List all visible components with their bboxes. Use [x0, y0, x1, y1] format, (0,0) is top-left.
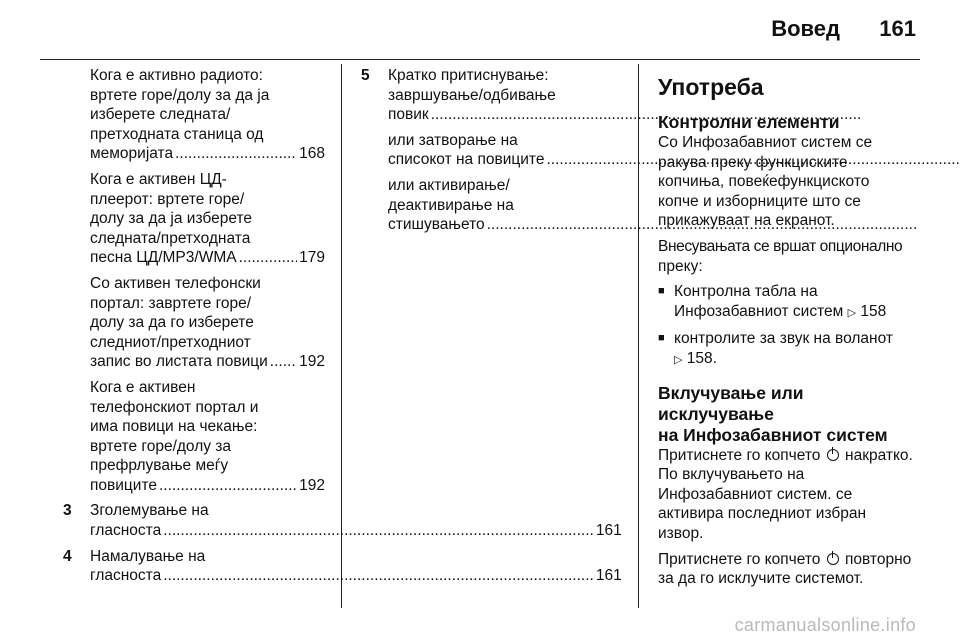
text-line: накратко.: [845, 446, 913, 464]
text-line: или активирање/: [388, 176, 510, 194]
subsection-heading: [658, 383, 924, 446]
item-number: 4: [63, 547, 72, 565]
column-2: [361, 66, 623, 247]
text-line: Зголемување на: [90, 502, 209, 520]
text-line: портал: завртете горе/: [90, 294, 252, 312]
dot-leader: [159, 476, 297, 496]
heading-line: на Инфозабавниот систем: [658, 424, 888, 445]
toc-text: запис во листата повици: [90, 353, 268, 371]
page-ref: 168: [299, 145, 325, 163]
dot-leader: [163, 566, 594, 586]
text-line: Кога е активен ЦД-: [90, 170, 227, 188]
page-ref: 161: [595, 567, 622, 585]
text-line: контролите за звук на воланот: [674, 330, 893, 348]
text-line: долу за да го изберете: [90, 314, 254, 332]
text-line: Контролна табла на: [674, 283, 818, 301]
text-line: извор.: [658, 524, 704, 542]
page-ref: 192: [299, 353, 325, 371]
toc-entry: [90, 144, 325, 164]
toc-entry: [90, 352, 325, 372]
text-line: или затворање на: [388, 131, 518, 149]
text-line: претходната станица од: [90, 125, 264, 143]
page-ref: 192: [299, 476, 325, 494]
text-line: Со активен телефонски: [90, 274, 261, 292]
text-line: изберете следната/: [90, 106, 231, 124]
header-divider: [40, 59, 920, 60]
page-ref: 158.: [686, 349, 717, 367]
numbered-item: [63, 547, 622, 586]
text-line: Инфозабавниот систем: [674, 302, 844, 320]
toc-block: [90, 66, 325, 164]
text-line: вртете горе/долу за: [90, 437, 232, 455]
text-line: преку:: [658, 257, 703, 275]
toc-entry: [90, 248, 325, 268]
toc-text: повик: [388, 106, 429, 124]
page-ref: 179: [299, 249, 325, 267]
text-line: следната/претходната: [90, 229, 251, 247]
dot-leader: [163, 521, 594, 541]
bullet-square-icon: ■: [658, 332, 665, 345]
text-line: има повици на чекање:: [90, 418, 258, 436]
toc-text: песна ЦД/MP3/WMA: [90, 249, 237, 267]
toc-block: [90, 170, 325, 268]
text-line: Намалување на: [90, 547, 206, 565]
text-line: телефонскиот портал и: [90, 398, 259, 416]
page-ref: 158: [860, 302, 887, 320]
toc-entry: [90, 521, 622, 541]
toc-entry: [90, 476, 325, 496]
paragraph: [658, 133, 924, 231]
paragraph: [658, 550, 924, 589]
page-arrow-icon: ▷: [674, 353, 683, 366]
page-ref: 161: [595, 522, 622, 540]
subsection-heading: Контролни елементи: [658, 112, 840, 132]
dot-leader: [239, 248, 298, 268]
page-number: 161: [879, 16, 916, 41]
text-line: повторно: [845, 550, 912, 568]
text-line: за да го исклучите системот.: [658, 570, 864, 588]
paragraph: [658, 446, 924, 544]
item-number: 5: [361, 67, 370, 84]
numbered-item: [63, 501, 622, 540]
bullet-item: [658, 282, 924, 323]
text-line: копче и изборниците што се: [658, 192, 861, 210]
text-line: копчиња, повеќефункциското: [658, 173, 870, 191]
text-line: Кратко притиснување:: [388, 67, 549, 84]
page-arrow-icon: ▷: [847, 306, 857, 319]
toc-text: меморијата: [90, 145, 174, 163]
text-line: Притиснете го копчето: [658, 550, 821, 568]
numbered-item: [361, 66, 623, 241]
dot-leader: [270, 352, 297, 372]
heading-line: Вклучување или исклучување: [658, 382, 804, 424]
item-number: 3: [63, 502, 72, 520]
text-line: Со Инфозабавниот систем се: [658, 134, 873, 151]
text-line: завршување/одбивање: [388, 86, 556, 104]
toc-text: повиците: [90, 476, 157, 494]
toc-text: стишувањето: [388, 216, 485, 234]
toc-block: [90, 274, 325, 372]
text-line: долу за да ја изберете: [90, 210, 252, 228]
text-line: деактивирање на: [388, 196, 514, 214]
text-line: следниот/претходниот: [90, 333, 251, 351]
text-line: Кога е активен: [90, 378, 196, 396]
toc-text: списокот на повиците: [388, 151, 545, 169]
toc-text: гласноста: [90, 522, 162, 540]
text-line: ракува преку функциските: [658, 153, 848, 171]
text-line: Притиснете го копчето: [658, 446, 821, 464]
section-heading: Употреба: [658, 74, 764, 100]
text-line: Инфозабавниот систем. се: [658, 485, 853, 503]
text-line: плеерот: вртете горе/: [90, 190, 245, 208]
text-line: Внесувањата се вршат опционално: [658, 237, 903, 255]
watermark: carmanualsonline.info: [734, 615, 916, 635]
toc-block: [90, 378, 325, 496]
text-line: По вклучувањето на: [658, 466, 805, 484]
toc-text: гласноста: [90, 567, 162, 585]
text-line: вртете горе/долу за да ја: [90, 86, 270, 104]
column-3: [658, 62, 924, 595]
text-line: активира последниот избран: [658, 505, 867, 523]
text-line: прикажуваат на екранот.: [658, 212, 835, 230]
text-line: Кога е активно радиото:: [90, 67, 263, 84]
text-line: префрлување меѓу: [90, 457, 229, 475]
toc-entry: [90, 566, 622, 586]
power-icon: [827, 449, 839, 461]
bullet-item: [658, 329, 924, 370]
power-icon: [827, 553, 839, 565]
bullet-square-icon: ■: [658, 285, 665, 298]
section-title: Вовед: [771, 16, 840, 41]
paragraph: [658, 237, 924, 276]
dot-leader: [175, 144, 297, 164]
